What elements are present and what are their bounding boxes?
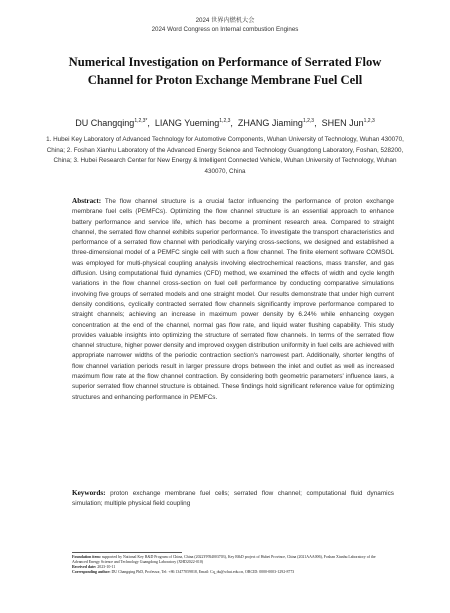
conference-header: [0, 16, 450, 34]
abstract-label: Abstract:: [72, 197, 102, 205]
funding-note: [72, 555, 392, 565]
funding-text: supported by National Key R&D Program of China, China (2022YFB4003703), Key R&D project of Hubei Province, China (2021AAA006), Foshan Xianhu Laboratory of the Advanced Energy Science and Technology Guangdong Laboratory (XHD2022-010): [72, 555, 376, 565]
paper-title: [34, 53, 416, 89]
footnote: [72, 555, 392, 575]
received-label: Received date:: [72, 565, 97, 570]
keywords-label: Keywords:: [72, 489, 106, 497]
author-affiliation-marker: 1,2,3: [219, 118, 231, 124]
affiliations: 1. Hubei Key Laboratory of Advanced Technology for Automotive Components, Wuhan University of Technology, Wuhan 430070, China; 2. Foshan Xianhu Laboratory of the Advanced Energy Science and Technology Guangdong Laboratory, Foshan, 528200, China; 3. Hubei Research Center for New Energy & Intelligent Connected Vehicle, Wuhan University of Technology, Wuhan 430070, China: [46, 136, 404, 175]
keywords-text: proton exchange membrane fuel cells; serrated flow channel; computational fluid dynamics simulation; multiple physical field coupling: [72, 490, 394, 508]
author-affiliation-marker: 1,2,3*: [134, 118, 148, 124]
abstract-section: [72, 196, 394, 403]
corresponding-author-label: Corresponding author:: [72, 570, 111, 575]
title-line-2: Channel for Proton Exchange Membrane Fuel Cell: [87, 73, 363, 87]
conference-name-english: 2024 Word Congress on Internal combustion Engines: [151, 26, 299, 33]
author-name: SHEN Jun: [321, 118, 364, 128]
title-line-1: Numerical Investigation on Performance of Serrated Flow: [68, 55, 382, 69]
keywords-section: [72, 488, 394, 510]
author-name: DU Changqing: [75, 118, 135, 128]
author-name: ZHANG Jiaming: [237, 118, 303, 128]
received-date: 2023-10-11: [97, 565, 116, 570]
funding-label: Foundation item:: [72, 555, 101, 559]
author-affiliation-marker: 1,2,3: [363, 118, 375, 124]
abstract-text: The flow channel structure is a crucial factor influencing the performance of proton exchange membrane fuel cells (PEMFCs). Optimizing the flow channel structure is an essential approach to enhance battery performance and service life, which has become a prominent research area. Compared to straight channel, the serrated flow channel exhibits superior performance. To investigate the transport characteristics and performance of a serrated flow channel with periodically varying cross-sections, we designed and established a three-dimensional model of a PEMFC single cell with such a flow channel. The finite element software COMSOL was employed for multi-physical coupling analysis involving electrochemical reactions, mass transfer, and gas diffusion. Using computational fluid dynamics (CFD) method, we examined the effects of width and cycle length variations in the flow channel cross-section on fuel cell performance by conducting comparative simulations involving five groups of serrated models and one straight model. Our results demonstrate that under high current density conditions, cyclically contracted serrated flow channels significantly improve performance compared to straight channels; achieving an increase in maximum power density by 6.24% while enhancing oxygen concentration at the end of the channel, normal gas flow rate, and liquid water flushing capability. This study provides valuable insights into optimizing the structure of serrated flow channels. In terms of the serrated flow channel structure, higher power density and improved oxygen distribution uniformity in fuel cells are achieved with appropriate narrower widths of the periodic contraction section's narrowest part. Additionally, shorter lengths of flow channel variation periods result in larger pressure drops between the inlet and outlet as well as increased maximum flow rate at the flow channel contraction. By considering both geometric parameters' influence laws, a superior serrated flow channel structure is obtained. These findings hold significant reference value for optimizing structures and enhancing performance in PEMFCs.: [72, 198, 394, 401]
corresponding-author-text: DU Changqing PhD, Professor, Tel: +86 13477059818, Email: Cq_du@whut.edu.cn, ORCID: 0000-0003-1292-8773: [111, 570, 295, 575]
corresponding-author-note: [72, 570, 392, 575]
conference-name-chinese: 2024 世界内燃机大会: [195, 17, 255, 24]
footnote-divider: [72, 552, 182, 553]
author-affiliation-marker: 1,2,3: [302, 118, 315, 124]
author-name: LIANG Yueming: [154, 118, 220, 128]
author-list: DU Changqing$^{1,2,3*}$, LIANG Yueming$^{1,2,3}$, ZHANG Jiaming$^{1,2,3}$, SHEN Jun$^{1,2,3}$: [75, 118, 375, 128]
